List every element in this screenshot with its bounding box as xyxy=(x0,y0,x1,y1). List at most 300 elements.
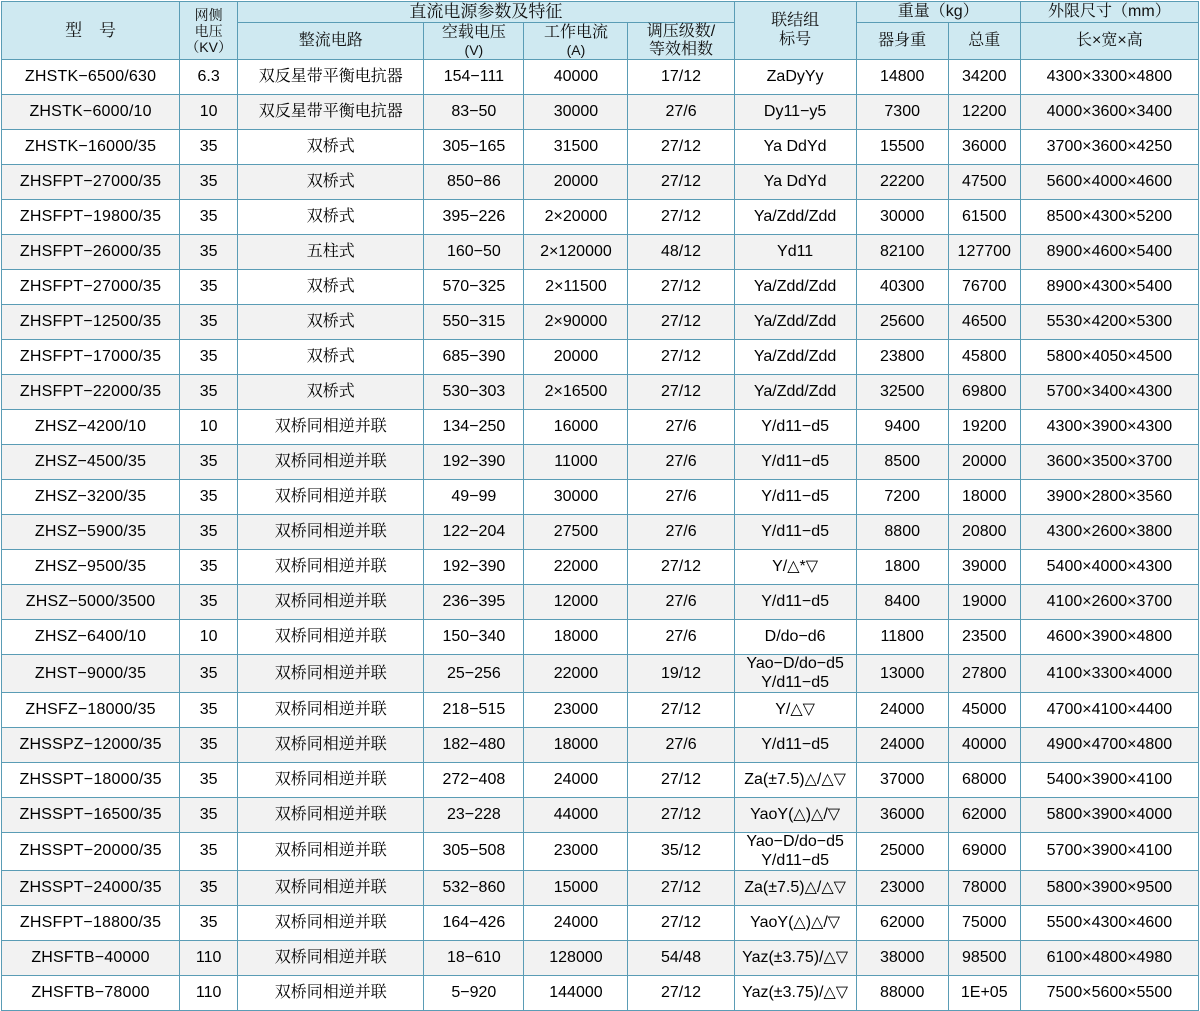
cell-total-weight: 19200 xyxy=(948,410,1020,445)
cell-no-load-voltage: 182−480 xyxy=(424,728,524,763)
cell-working-current: 20000 xyxy=(524,340,628,375)
cell-total-weight: 78000 xyxy=(948,870,1020,905)
cell-total-weight: 76700 xyxy=(948,270,1020,305)
cell-grid-voltage: 110 xyxy=(180,940,238,975)
cell-model: ZHSZ−5000/3500 xyxy=(2,585,180,620)
cell-dimension: 4100×3300×4000 xyxy=(1020,655,1198,693)
cell-model: ZHSTK−6000/10 xyxy=(2,95,180,130)
cell-dimension: 4600×3900×4800 xyxy=(1020,620,1198,655)
table-row xyxy=(2,763,1199,798)
cell-connection-group: Ya/Zdd/Zdd xyxy=(734,270,856,305)
cell-no-load-voltage: 236−395 xyxy=(424,585,524,620)
cell-connection-group: Dy11−y5 xyxy=(734,95,856,130)
cell-total-weight: 98500 xyxy=(948,940,1020,975)
cell-working-current: 27500 xyxy=(524,515,628,550)
cell-rectifier-circuit: 双桥同相逆并联 xyxy=(238,693,424,728)
cell-grid-voltage: 35 xyxy=(180,693,238,728)
cell-no-load-voltage: 192−390 xyxy=(424,550,524,585)
cell-model: ZHSSPT−20000/35 xyxy=(2,833,180,871)
cell-tap-steps: 48/12 xyxy=(628,235,734,270)
header-tap-steps-line2: 等效相数 xyxy=(649,40,714,58)
cell-rectifier-circuit: 双桥同相逆并联 xyxy=(238,763,424,798)
table-row xyxy=(2,975,1199,1010)
cell-body-weight: 13000 xyxy=(856,655,948,693)
table-row xyxy=(2,870,1199,905)
cell-body-weight: 37000 xyxy=(856,763,948,798)
cell-rectifier-circuit: 双桥式 xyxy=(238,130,424,165)
cell-connection-group: Yaz(±3.75)/△▽ xyxy=(734,940,856,975)
cell-model: ZHSZ−4500/35 xyxy=(2,445,180,480)
cell-dimension: 3700×3600×4250 xyxy=(1020,130,1198,165)
table-row xyxy=(2,95,1199,130)
cell-tap-steps: 27/12 xyxy=(628,693,734,728)
cell-tap-steps: 27/6 xyxy=(628,95,734,130)
cell-connection-group-line1: Yao−D/do−d5 xyxy=(746,833,844,851)
cell-body-weight: 32500 xyxy=(856,375,948,410)
cell-body-weight: 38000 xyxy=(856,940,948,975)
cell-no-load-voltage: 18−610 xyxy=(424,940,524,975)
cell-total-weight: 27800 xyxy=(948,655,1020,693)
cell-tap-steps: 27/12 xyxy=(628,870,734,905)
cell-body-weight: 24000 xyxy=(856,728,948,763)
cell-grid-voltage: 35 xyxy=(180,833,238,871)
cell-model: ZHSFPT−27000/35 xyxy=(2,165,180,200)
cell-dimension: 4000×3600×3400 xyxy=(1020,95,1198,130)
cell-dimension: 5500×4300×4600 xyxy=(1020,905,1198,940)
table-body xyxy=(2,60,1199,1011)
cell-tap-steps: 19/12 xyxy=(628,655,734,693)
cell-tap-steps: 27/12 xyxy=(628,763,734,798)
cell-grid-voltage: 35 xyxy=(180,235,238,270)
cell-connection-group: Za(±7.5)△/△▽ xyxy=(734,870,856,905)
cell-no-load-voltage: 305−508 xyxy=(424,833,524,871)
table-row xyxy=(2,200,1199,235)
header-dimension-group: 外限尺寸（mm） xyxy=(1020,2,1198,23)
cell-rectifier-circuit: 双桥同相逆并联 xyxy=(238,445,424,480)
cell-connection-group: YaoY(△)△/▽ xyxy=(734,798,856,833)
cell-body-weight: 88000 xyxy=(856,975,948,1010)
cell-no-load-voltage: 685−390 xyxy=(424,340,524,375)
cell-model: ZHSFTB−40000 xyxy=(2,940,180,975)
header-grid-voltage-line1: 网侧 xyxy=(194,6,223,23)
cell-body-weight: 22200 xyxy=(856,165,948,200)
cell-connection-group xyxy=(734,655,856,693)
cell-model: ZHSSPZ−12000/35 xyxy=(2,728,180,763)
cell-rectifier-circuit: 双桥同相逆并联 xyxy=(238,620,424,655)
cell-grid-voltage: 35 xyxy=(180,340,238,375)
cell-grid-voltage: 35 xyxy=(180,798,238,833)
cell-no-load-voltage: 530−303 xyxy=(424,375,524,410)
cell-total-weight: 34200 xyxy=(948,60,1020,95)
cell-body-weight: 23000 xyxy=(856,870,948,905)
cell-total-weight: 46500 xyxy=(948,305,1020,340)
cell-grid-voltage: 35 xyxy=(180,728,238,763)
cell-model: ZHST−9000/35 xyxy=(2,655,180,693)
cell-model: ZHSZ−6400/10 xyxy=(2,620,180,655)
cell-no-load-voltage: 570−325 xyxy=(424,270,524,305)
cell-working-current: 24000 xyxy=(524,763,628,798)
cell-rectifier-circuit: 双桥同相逆并联 xyxy=(238,940,424,975)
cell-total-weight: 18000 xyxy=(948,480,1020,515)
cell-tap-steps: 27/12 xyxy=(628,905,734,940)
cell-grid-voltage: 35 xyxy=(180,655,238,693)
cell-working-current: 18000 xyxy=(524,728,628,763)
cell-dimension: 4300×3300×4800 xyxy=(1020,60,1198,95)
cell-model: ZHSFPT−26000/35 xyxy=(2,235,180,270)
table-row xyxy=(2,515,1199,550)
cell-no-load-voltage: 160−50 xyxy=(424,235,524,270)
header-rectifier-circuit: 整流电路 xyxy=(238,22,424,60)
header-grid-voltage xyxy=(180,2,238,60)
cell-no-load-voltage: 532−860 xyxy=(424,870,524,905)
cell-grid-voltage: 10 xyxy=(180,410,238,445)
table-row xyxy=(2,235,1199,270)
cell-tap-steps: 27/6 xyxy=(628,515,734,550)
cell-dimension: 4900×4700×4800 xyxy=(1020,728,1198,763)
cell-rectifier-circuit: 双反星带平衡电抗器 xyxy=(238,60,424,95)
cell-body-weight: 25600 xyxy=(856,305,948,340)
cell-working-current: 30000 xyxy=(524,480,628,515)
cell-tap-steps: 27/12 xyxy=(628,200,734,235)
table-row xyxy=(2,375,1199,410)
cell-body-weight: 62000 xyxy=(856,905,948,940)
header-working-current xyxy=(524,22,628,60)
header-dc-group: 直流电源参数及特征 xyxy=(238,2,734,23)
cell-no-load-voltage: 134−250 xyxy=(424,410,524,445)
cell-dimension: 8500×4300×5200 xyxy=(1020,200,1198,235)
cell-model: ZHSZ−5900/35 xyxy=(2,515,180,550)
table-row xyxy=(2,60,1199,95)
table-row xyxy=(2,445,1199,480)
cell-working-current: 128000 xyxy=(524,940,628,975)
cell-connection-group: Ya DdYd xyxy=(734,165,856,200)
cell-grid-voltage: 35 xyxy=(180,905,238,940)
cell-connection-group: Y/d11−d5 xyxy=(734,445,856,480)
cell-rectifier-circuit: 双桥式 xyxy=(238,340,424,375)
cell-dimension: 3900×2800×3560 xyxy=(1020,480,1198,515)
table-row xyxy=(2,410,1199,445)
cell-grid-voltage: 35 xyxy=(180,480,238,515)
cell-body-weight: 14800 xyxy=(856,60,948,95)
specification-table xyxy=(1,1,1199,1011)
cell-rectifier-circuit: 双桥同相逆并联 xyxy=(238,870,424,905)
cell-tap-steps: 27/6 xyxy=(628,410,734,445)
cell-dimension: 6100×4800×4980 xyxy=(1020,940,1198,975)
cell-tap-steps: 27/6 xyxy=(628,445,734,480)
cell-tap-steps: 54/48 xyxy=(628,940,734,975)
cell-tap-steps: 27/12 xyxy=(628,550,734,585)
cell-body-weight: 24000 xyxy=(856,693,948,728)
cell-grid-voltage: 35 xyxy=(180,165,238,200)
cell-working-current: 16000 xyxy=(524,410,628,445)
table-row xyxy=(2,165,1199,200)
cell-working-current: 24000 xyxy=(524,905,628,940)
header-weight-group: 重量（kg） xyxy=(856,2,1020,23)
cell-dimension: 5700×3900×4100 xyxy=(1020,833,1198,871)
header-working-current-unit: (A) xyxy=(566,42,586,59)
cell-no-load-voltage: 850−86 xyxy=(424,165,524,200)
cell-no-load-voltage: 164−426 xyxy=(424,905,524,940)
cell-grid-voltage: 35 xyxy=(180,763,238,798)
cell-connection-group: Y/d11−d5 xyxy=(734,480,856,515)
cell-model: ZHSFPT−17000/35 xyxy=(2,340,180,375)
cell-working-current: 144000 xyxy=(524,975,628,1010)
cell-dimension: 5600×4000×4600 xyxy=(1020,165,1198,200)
cell-connection-group: Y/d11−d5 xyxy=(734,585,856,620)
cell-rectifier-circuit: 双桥同相逆并联 xyxy=(238,585,424,620)
table-row xyxy=(2,833,1199,871)
cell-working-current: 18000 xyxy=(524,620,628,655)
cell-working-current: 2×11500 xyxy=(524,270,628,305)
cell-grid-voltage: 110 xyxy=(180,975,238,1010)
table-row xyxy=(2,480,1199,515)
cell-dimension: 5800×3900×4000 xyxy=(1020,798,1198,833)
cell-connection-group: Y/d11−d5 xyxy=(734,728,856,763)
cell-total-weight: 62000 xyxy=(948,798,1020,833)
header-grid-voltage-line3: （KV） xyxy=(185,38,232,55)
cell-working-current: 2×16500 xyxy=(524,375,628,410)
cell-connection-group: D/do−d6 xyxy=(734,620,856,655)
header-tap-steps xyxy=(628,22,734,60)
cell-model: ZHSFTB−78000 xyxy=(2,975,180,1010)
cell-connection-group: Y/△*▽ xyxy=(734,550,856,585)
cell-tap-steps: 17/12 xyxy=(628,60,734,95)
cell-working-current: 23000 xyxy=(524,693,628,728)
table-row xyxy=(2,340,1199,375)
cell-rectifier-circuit: 双桥同相逆并联 xyxy=(238,975,424,1010)
cell-working-current: 31500 xyxy=(524,130,628,165)
cell-dimension: 4100×2600×3700 xyxy=(1020,585,1198,620)
cell-connection-group: Ya/Zdd/Zdd xyxy=(734,375,856,410)
cell-body-weight: 8500 xyxy=(856,445,948,480)
cell-total-weight: 68000 xyxy=(948,763,1020,798)
cell-dimension: 5700×3400×4300 xyxy=(1020,375,1198,410)
table-row xyxy=(2,585,1199,620)
cell-working-current: 15000 xyxy=(524,870,628,905)
cell-dimension: 5530×4200×5300 xyxy=(1020,305,1198,340)
cell-no-load-voltage: 550−315 xyxy=(424,305,524,340)
cell-model: ZHSSPT−16500/35 xyxy=(2,798,180,833)
header-grid-voltage-line2: 电压 xyxy=(194,22,223,39)
cell-tap-steps: 27/12 xyxy=(628,305,734,340)
cell-model: ZHSZ−3200/35 xyxy=(2,480,180,515)
cell-no-load-voltage: 192−390 xyxy=(424,445,524,480)
cell-total-weight: 61500 xyxy=(948,200,1020,235)
table-row xyxy=(2,940,1199,975)
cell-rectifier-circuit: 双桥式 xyxy=(238,305,424,340)
cell-model: ZHSFPT−18800/35 xyxy=(2,905,180,940)
cell-working-current: 22000 xyxy=(524,550,628,585)
header-working-current-label: 工作电流 xyxy=(543,23,608,41)
cell-connection-group: YaoY(△)△/▽ xyxy=(734,905,856,940)
cell-no-load-voltage: 395−226 xyxy=(424,200,524,235)
cell-working-current: 40000 xyxy=(524,60,628,95)
cell-body-weight: 15500 xyxy=(856,130,948,165)
cell-grid-voltage: 35 xyxy=(180,200,238,235)
cell-working-current: 11000 xyxy=(524,445,628,480)
cell-grid-voltage: 35 xyxy=(180,870,238,905)
cell-dimension: 5800×4050×4500 xyxy=(1020,340,1198,375)
cell-grid-voltage: 35 xyxy=(180,270,238,305)
cell-connection-group: Ya/Zdd/Zdd xyxy=(734,340,856,375)
cell-tap-steps: 27/12 xyxy=(628,130,734,165)
cell-rectifier-circuit: 双桥同相逆并联 xyxy=(238,655,424,693)
header-body-weight: 器身重 xyxy=(856,22,948,60)
cell-rectifier-circuit: 双桥同相逆并联 xyxy=(238,480,424,515)
cell-grid-voltage: 6.3 xyxy=(180,60,238,95)
cell-rectifier-circuit: 双桥同相逆并联 xyxy=(238,905,424,940)
cell-model: ZHSFPT−19800/35 xyxy=(2,200,180,235)
cell-connection-group: Yaz(±3.75)/△▽ xyxy=(734,975,856,1010)
table-row xyxy=(2,798,1199,833)
cell-total-weight: 12200 xyxy=(948,95,1020,130)
cell-tap-steps: 27/6 xyxy=(628,480,734,515)
cell-total-weight: 20000 xyxy=(948,445,1020,480)
cell-body-weight: 82100 xyxy=(856,235,948,270)
header-row-1 xyxy=(2,2,1199,23)
cell-model: ZHSTK−6500/630 xyxy=(2,60,180,95)
cell-tap-steps: 27/12 xyxy=(628,375,734,410)
cell-no-load-voltage: 272−408 xyxy=(424,763,524,798)
cell-body-weight: 8800 xyxy=(856,515,948,550)
cell-connection-group-line1: Yao−D/do−d5 xyxy=(746,655,844,673)
cell-body-weight: 23800 xyxy=(856,340,948,375)
cell-rectifier-circuit: 双反星带平衡电抗器 xyxy=(238,95,424,130)
cell-dimension: 4300×2600×3800 xyxy=(1020,515,1198,550)
cell-body-weight: 7300 xyxy=(856,95,948,130)
cell-dimension: 3600×3500×3700 xyxy=(1020,445,1198,480)
cell-no-load-voltage: 154−111 xyxy=(424,60,524,95)
cell-no-load-voltage: 25−256 xyxy=(424,655,524,693)
cell-working-current: 2×90000 xyxy=(524,305,628,340)
cell-working-current: 2×120000 xyxy=(524,235,628,270)
cell-connection-group: ZaDyYy xyxy=(734,60,856,95)
cell-total-weight: 69800 xyxy=(948,375,1020,410)
cell-no-load-voltage: 83−50 xyxy=(424,95,524,130)
cell-rectifier-circuit: 双桥式 xyxy=(238,200,424,235)
header-connection-line1: 联结组 xyxy=(771,12,820,30)
cell-body-weight: 40300 xyxy=(856,270,948,305)
cell-rectifier-circuit: 五柱式 xyxy=(238,235,424,270)
header-no-load-voltage xyxy=(424,22,524,60)
cell-connection-group: Y/△▽ xyxy=(734,693,856,728)
cell-grid-voltage: 35 xyxy=(180,445,238,480)
cell-connection-group: Ya/Zdd/Zdd xyxy=(734,305,856,340)
cell-rectifier-circuit: 双桥同相逆并联 xyxy=(238,515,424,550)
table-row xyxy=(2,305,1199,340)
cell-dimension: 7500×5600×5500 xyxy=(1020,975,1198,1010)
cell-connection-group: Ya/Zdd/Zdd xyxy=(734,200,856,235)
cell-grid-voltage: 35 xyxy=(180,515,238,550)
cell-total-weight: 23500 xyxy=(948,620,1020,655)
cell-body-weight: 9400 xyxy=(856,410,948,445)
cell-total-weight: 19000 xyxy=(948,585,1020,620)
header-tap-steps-line1: 调压级数/ xyxy=(646,22,716,40)
cell-dimension: 8900×4600×5400 xyxy=(1020,235,1198,270)
cell-no-load-voltage: 122−204 xyxy=(424,515,524,550)
cell-no-load-voltage: 49−99 xyxy=(424,480,524,515)
cell-body-weight: 30000 xyxy=(856,200,948,235)
cell-working-current: 20000 xyxy=(524,165,628,200)
cell-connection-group-line2: Y/d11−d5 xyxy=(761,851,829,869)
cell-body-weight: 25000 xyxy=(856,833,948,871)
cell-model: ZHSFPT−22000/35 xyxy=(2,375,180,410)
cell-rectifier-circuit: 双桥同相逆并联 xyxy=(238,798,424,833)
cell-model: ZHSSPT−24000/35 xyxy=(2,870,180,905)
cell-body-weight: 8400 xyxy=(856,585,948,620)
cell-total-weight: 1E+05 xyxy=(948,975,1020,1010)
header-no-load-voltage-label: 空载电压 xyxy=(441,23,506,41)
cell-model: ZHSZ−4200/10 xyxy=(2,410,180,445)
cell-connection-group-line2: Y/d11−d5 xyxy=(761,673,829,691)
cell-connection-group: Y/d11−d5 xyxy=(734,410,856,445)
cell-model: ZHSTK−16000/35 xyxy=(2,130,180,165)
cell-grid-voltage: 10 xyxy=(180,620,238,655)
cell-dimension: 4300×3900×4300 xyxy=(1020,410,1198,445)
cell-total-weight: 47500 xyxy=(948,165,1020,200)
table-row xyxy=(2,728,1199,763)
cell-working-current: 2×20000 xyxy=(524,200,628,235)
cell-body-weight: 7200 xyxy=(856,480,948,515)
cell-connection-group: Za(±7.5)△/△▽ xyxy=(734,763,856,798)
cell-dimension: 5400×4000×4300 xyxy=(1020,550,1198,585)
table-row xyxy=(2,130,1199,165)
cell-rectifier-circuit: 双桥式 xyxy=(238,165,424,200)
cell-total-weight: 75000 xyxy=(948,905,1020,940)
cell-model: ZHSZ−9500/35 xyxy=(2,550,180,585)
cell-working-current: 30000 xyxy=(524,95,628,130)
cell-grid-voltage: 35 xyxy=(180,550,238,585)
cell-dimension: 8900×4300×5400 xyxy=(1020,270,1198,305)
cell-no-load-voltage: 305−165 xyxy=(424,130,524,165)
cell-dimension: 5800×3900×9500 xyxy=(1020,870,1198,905)
cell-total-weight: 45000 xyxy=(948,693,1020,728)
cell-model: ZHSFPT−12500/35 xyxy=(2,305,180,340)
header-model: 型 号 xyxy=(2,2,180,60)
table-header xyxy=(2,2,1199,60)
cell-rectifier-circuit: 双桥同相逆并联 xyxy=(238,410,424,445)
cell-tap-steps: 27/6 xyxy=(628,728,734,763)
cell-dimension: 5400×3900×4100 xyxy=(1020,763,1198,798)
cell-grid-voltage: 10 xyxy=(180,95,238,130)
cell-rectifier-circuit: 双桥同相逆并联 xyxy=(238,833,424,871)
cell-model: ZHSSPT−18000/35 xyxy=(2,763,180,798)
cell-grid-voltage: 35 xyxy=(180,375,238,410)
cell-working-current: 22000 xyxy=(524,655,628,693)
table-row xyxy=(2,655,1199,693)
cell-grid-voltage: 35 xyxy=(180,305,238,340)
cell-no-load-voltage: 150−340 xyxy=(424,620,524,655)
cell-total-weight: 40000 xyxy=(948,728,1020,763)
cell-rectifier-circuit: 双桥同相逆并联 xyxy=(238,728,424,763)
cell-body-weight: 36000 xyxy=(856,798,948,833)
cell-connection-group: Ya DdYd xyxy=(734,130,856,165)
cell-model: ZHSFPT−27000/35 xyxy=(2,270,180,305)
cell-grid-voltage: 35 xyxy=(180,130,238,165)
cell-no-load-voltage: 23−228 xyxy=(424,798,524,833)
cell-tap-steps: 27/12 xyxy=(628,165,734,200)
cell-tap-steps: 27/12 xyxy=(628,975,734,1010)
cell-connection-group: Yd11 xyxy=(734,235,856,270)
table-row xyxy=(2,905,1199,940)
cell-no-load-voltage: 5−920 xyxy=(424,975,524,1010)
cell-total-weight: 20800 xyxy=(948,515,1020,550)
cell-working-current: 44000 xyxy=(524,798,628,833)
header-total-weight: 总重 xyxy=(948,22,1020,60)
cell-total-weight: 45800 xyxy=(948,340,1020,375)
cell-tap-steps: 27/12 xyxy=(628,340,734,375)
header-connection-line2: 标号 xyxy=(779,30,812,48)
